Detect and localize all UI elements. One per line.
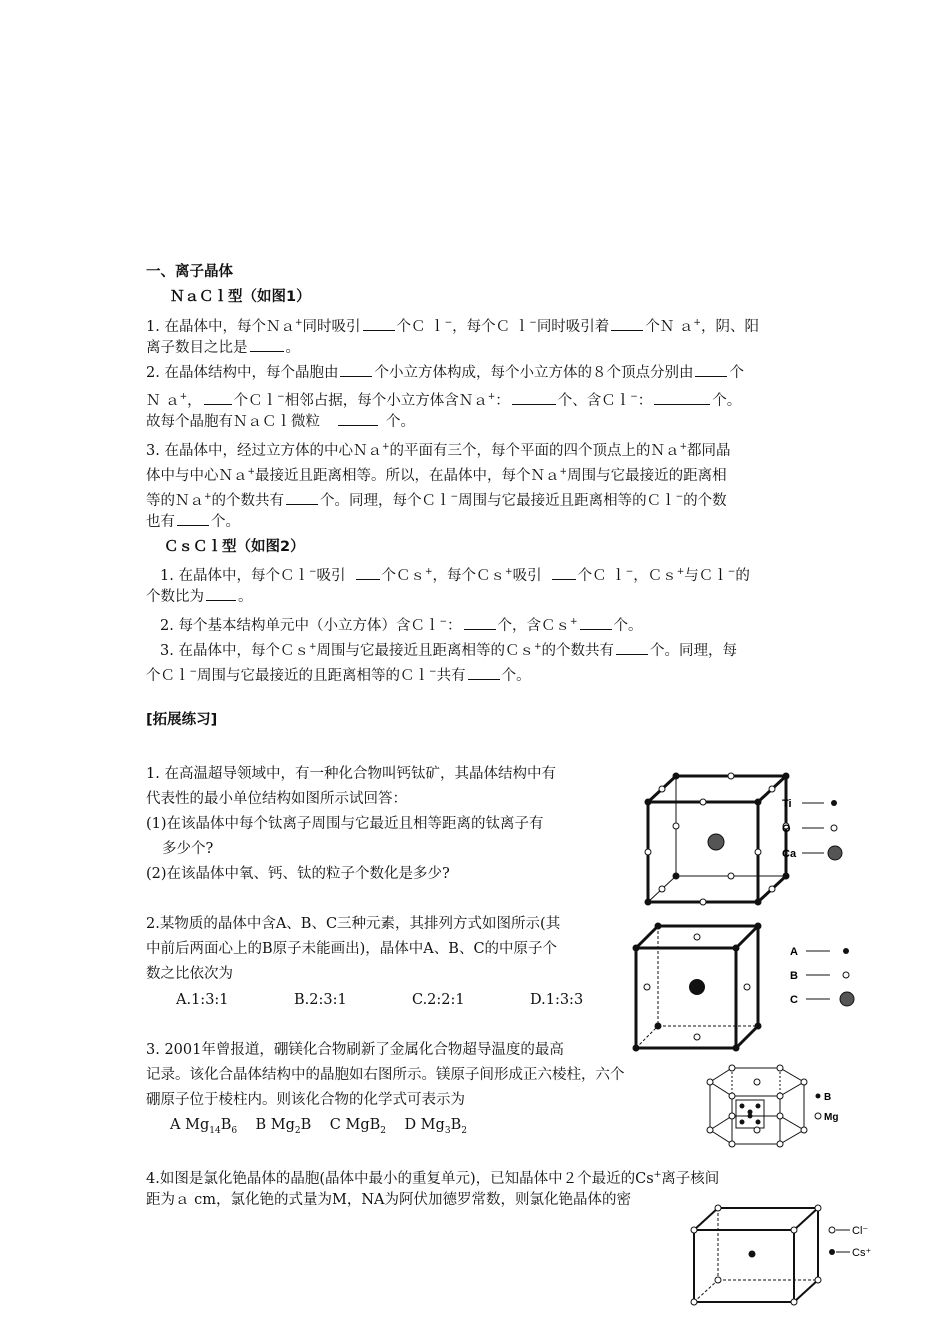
nacl-question-2-line-3: 故每个晶胞有ＮａＣｌ微粒 个。 xyxy=(146,410,415,434)
cesium-chloride-cell-figure xyxy=(690,1204,910,1308)
blank[interactable] xyxy=(177,511,209,526)
section-heading-extension: [拓展练习] xyxy=(146,712,218,728)
problem-1-line-2: 代表性的最小单位结构如图所示试回答： xyxy=(146,791,407,807)
problem-1-line-5: (2)在该晶体中氧、钙、钛的粒子个数化是多少? xyxy=(146,866,450,882)
blank[interactable] xyxy=(580,615,612,630)
nacl-title: ＮａＣｌ型（如图1） xyxy=(170,289,311,305)
nacl-question-3-line-2: 体中与中心Ｎａ+最接近且距离相等。所以，在晶体中，每个Ｎａ+周围与它最接近的距离相 xyxy=(146,467,727,484)
blank[interactable] xyxy=(286,490,318,505)
fig3-legend-b: B xyxy=(824,1092,832,1103)
cscl-question-1-line-1: 1. 在晶体中，每个Ｃｌ−吸引 个Ｃｓ+，每个Ｃｓ+吸引 个Ｃ ｌ−，Ｃｓ+与Ｃｌ−的 xyxy=(160,560,750,588)
problem-2-option-d: D.1:3:3 xyxy=(530,992,584,1008)
blank[interactable] xyxy=(464,615,496,630)
problem-3-line-3: 硼原子位于棱柱内。则该化合物的化学式可表示为 xyxy=(146,1092,465,1108)
problem-2-option-c: C.2:2:1 xyxy=(412,992,465,1008)
problem-1-line-1: 1. 在高温超导领域中，有一种化合物叫钙钛矿，其晶体结构中有 xyxy=(146,766,556,782)
nacl-question-2-line-2: Ｎ ａ+， 个Ｃｌ−相邻占据，每个小立方体含Ｎａ+： 个、含Ｃｌ−： 个。 xyxy=(146,385,741,413)
problem-3-options: A $Mg_{14}B_6$ B $Mg_2B$ C MgB$_2$ D $Mg_3B_2$ xyxy=(170,1117,467,1136)
problem-1-line-4: 多少个? xyxy=(162,841,214,857)
fig3-legend-mg: Mg xyxy=(824,1112,839,1123)
fig2-legend-b: B xyxy=(790,970,798,982)
problem-2-line-2: 中前后两面心上的B原子未能画出)，晶体中A、B、C的中原子个 xyxy=(146,941,558,957)
blank[interactable] xyxy=(468,665,500,680)
problem-2-line-3: 数之比依次为 xyxy=(146,966,233,982)
blank[interactable] xyxy=(356,565,380,580)
problem-1-line-3: (1)在该晶体中每个钛离子周围与它最近且相等距离的钛离子有 xyxy=(146,816,544,832)
fig2-legend-a: A xyxy=(790,946,798,958)
blank[interactable] xyxy=(363,316,395,331)
problem-2-option-b: B.2:3:1 xyxy=(294,992,347,1008)
fig4-legend-cl: Cl⁻ xyxy=(852,1225,869,1237)
blank[interactable] xyxy=(512,390,556,405)
blank[interactable] xyxy=(250,337,284,352)
blank[interactable] xyxy=(695,362,727,377)
boron-magnesium-prism-figure xyxy=(700,1060,860,1152)
nacl-question-3-line-1: 3. 在晶体中，经过立方体的中心Ｎａ+的平面有三个，每个平面的四个顶点上的Ｎａ+都同晶 xyxy=(146,442,731,459)
fig2-legend-c: C xyxy=(790,994,798,1006)
blank[interactable] xyxy=(204,390,232,405)
perovskite-cell-figure xyxy=(636,752,876,912)
cscl-question-3-line-1: 3. 在晶体中，每个Ｃｓ+周围与它最接近且距离相等的Ｃｓ+的个数共有 个。同理，每 xyxy=(160,635,737,663)
blank[interactable] xyxy=(338,411,378,426)
blank[interactable] xyxy=(340,362,372,377)
fig4-legend-cs: Cs⁺ xyxy=(852,1247,872,1259)
fig1-legend-o: O xyxy=(782,823,791,835)
fig1-legend-ca: Ca xyxy=(782,848,797,860)
problem-4-line-1: 4.如图是氯化铯晶体的晶胞(晶体中最小的重复单元)，已知晶体中２个最近的Cs+离子核间 xyxy=(146,1170,720,1187)
cscl-title: ＣｓＣｌ型（如图2） xyxy=(164,539,305,555)
cscl-question-3-line-2: 个Ｃｌ−周围与它最接近的且距离相等的Ｃｌ−共有 个。 xyxy=(146,660,531,688)
blank[interactable] xyxy=(654,390,710,405)
blank[interactable] xyxy=(206,586,236,601)
nacl-question-1-line-1: 1. 在晶体中，每个Ｎａ+同时吸引 个Ｃ ｌ−，每个Ｃ ｌ−同时吸引着 个Ｎ ａ+，阴、阳 xyxy=(146,311,759,339)
fig1-legend-ti: Ti xyxy=(782,798,792,810)
blank[interactable] xyxy=(616,640,648,655)
cscl-question-2: 2. 每个基本结构单元中（小立方体）含Ｃｌ−： 个，含Ｃｓ+ 个。 xyxy=(160,610,643,638)
abc-crystal-cube-figure xyxy=(630,918,870,1058)
cscl-question-1-line-2: 个数比为 。 xyxy=(146,585,253,609)
problem-2-option-a: A.1:3:1 xyxy=(176,992,229,1008)
nacl-question-1-line-2: 离子数目之比是 。 xyxy=(146,336,300,360)
nacl-question-2-line-1: 2. 在晶体结构中，每个晶胞由 个小立方体构成，每个小立方体的８个顶点分别由 个 xyxy=(146,361,744,385)
section-heading-ionic-crystal: 一、离子晶体 xyxy=(146,264,233,280)
blank[interactable] xyxy=(611,316,643,331)
blank[interactable] xyxy=(552,565,576,580)
problem-4-line-2: 距为ａ cm，氯化铯的式量为M，NA为阿伏加德罗常数，则氯化铯晶体的密 xyxy=(146,1192,631,1208)
nacl-question-3-line-4: 也有 个。 xyxy=(146,510,240,534)
problem-3-line-2: 记录。该化合晶体结构中的晶胞如右图所示。镁原子间形成正六棱柱，六个 xyxy=(146,1067,625,1083)
nacl-question-3-line-3: 等的Ｎａ+的个数共有 个。同理，每个Ｃｌ−周围与它最接近且距离相等的Ｃｌ−的个数 xyxy=(146,485,727,513)
problem-2-line-1: 2.某物质的晶体中含A、B、C三种元素，其排列方式如图所示(其 xyxy=(146,916,561,932)
problem-3-line-1: 3. 2001年曾报道，硼镁化合物刷新了金属化合物超导温度的最高 xyxy=(146,1042,564,1058)
